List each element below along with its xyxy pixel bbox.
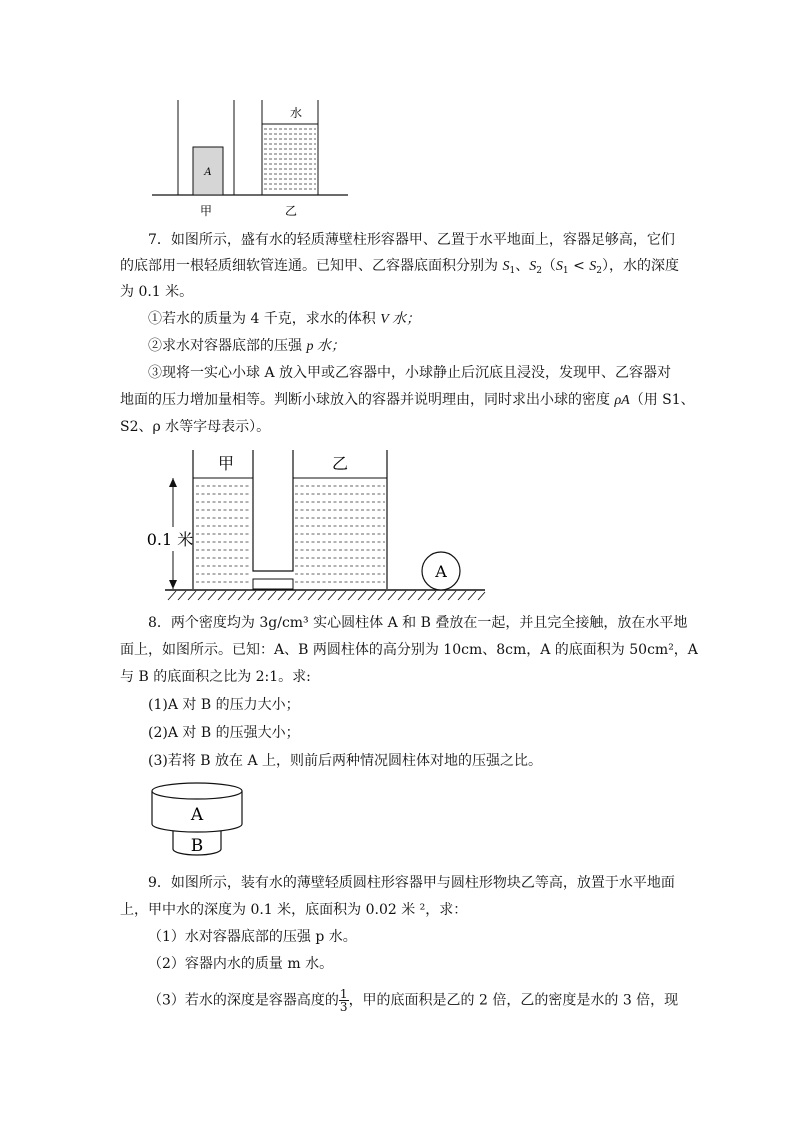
q9-line2: 上，甲中水的深度为 0.1 米，底面积为 0.02 米 ²，求： bbox=[120, 902, 468, 918]
q8-item2: (2)A 对 B 的压强大小； bbox=[148, 725, 300, 741]
q7-paren: （用 S1、 bbox=[629, 392, 695, 408]
q7-item2-var: p 水； bbox=[306, 339, 345, 354]
q9-item3-b: ，甲的底面积是乙的 2 倍，乙的密度是水的 3 倍，现 bbox=[348, 992, 679, 1009]
water-label: 水 bbox=[289, 106, 303, 120]
q7-line1: 7．如图所示，盛有水的轻质薄壁柱形容器甲、乙置于水平地面上，容器足够高，它们 bbox=[148, 232, 675, 248]
label-yi-2: 乙 bbox=[331, 454, 349, 473]
cylinder-a-label: A bbox=[190, 805, 204, 825]
q7-item1 bbox=[148, 308, 420, 328]
label-jia: 甲 bbox=[199, 204, 213, 218]
q7-item3-l3-text: 等字母表示）。 bbox=[179, 419, 271, 435]
label-jia-2: 甲 bbox=[217, 454, 235, 473]
q9-item3 bbox=[148, 988, 678, 1013]
block-a-label: A bbox=[204, 167, 212, 178]
q7-item2 bbox=[148, 335, 345, 355]
q7-line2-c: ），水的深度 bbox=[602, 258, 680, 274]
q9-item2: （2）容器内水的质量 m 水。 bbox=[148, 956, 334, 972]
q7-line2-a: 的底部用一根轻质细软管连通。已知甲、乙容器底面积分别为 bbox=[120, 258, 503, 274]
q9-item1: （1）水对容器底部的压强 p 水。 bbox=[148, 929, 357, 945]
figure-3-stacked-cylinders bbox=[145, 778, 255, 860]
figure-2-connected-containers bbox=[140, 445, 500, 605]
q8-line1: 8．两个密度均为 3g/cm³ 实心圆柱体 A 和 B 叠放在一起，并且完全接触，放在水平地 bbox=[148, 615, 688, 631]
q7-line2-b: （ bbox=[541, 258, 556, 274]
q7-item3-line2 bbox=[120, 389, 695, 409]
q8-item1: (1)A 对 B 的压力大小； bbox=[148, 697, 300, 713]
q7-line2: 的底部用一根轻质细软管连通。已知甲、乙容器底面积分别为 $S_1$、$S_2(S_1 < S_2)$，水的深度 bbox=[120, 258, 680, 276]
label-yi: 乙 bbox=[284, 204, 298, 218]
q7-item1-text: ①若水的质量为 4 千克，求水的体积 bbox=[148, 311, 381, 327]
q7-item1-var: V 水； bbox=[380, 312, 421, 327]
fraction-numerator: 1 bbox=[339, 987, 348, 1001]
q7-item3-l2-text: 地面的压力增加量相等。判断小球放入的容器并说明理由，同时求出小球的密度 bbox=[120, 392, 610, 408]
q7-rho-a: ρA bbox=[614, 393, 630, 408]
q9-item3-a: （3）若水的深度是容器高度的 bbox=[148, 992, 339, 1009]
q7-item3-line3 bbox=[120, 416, 270, 436]
q7-item2-text: ②求水对容器底部的压强 bbox=[148, 338, 307, 354]
fraction-denominator: 3 bbox=[339, 1000, 348, 1014]
q8-line2: 面上，如图所示。已知：A、B 两圆柱体的高分别为 10cm、8cm，A 的底面积为 50cm²，A bbox=[120, 642, 698, 658]
figure-1-containers bbox=[150, 95, 350, 220]
depth-label: 0.1 米 bbox=[146, 530, 194, 549]
q8-line3: 与 B 的底面积之比为 2:1。求: bbox=[120, 669, 311, 685]
cylinder-b-label: B bbox=[190, 836, 204, 856]
q7-line3: 为 0.1 米。 bbox=[120, 284, 194, 300]
ball-a-label: A bbox=[435, 562, 447, 581]
q7-s2-rho: S2、ρ 水 bbox=[120, 419, 180, 435]
q9-line1: 9．如图所示，装有水的薄壁轻质圆柱形容器甲与圆柱形物块乙等高，放置于水平地面 bbox=[148, 875, 675, 891]
q8-item3: (3)若将 B 放在 A 上，则前后两种情况圆柱体对地的压强之比。 bbox=[148, 753, 543, 769]
q7-item3-line1: ③现将一实心小球 A 放入甲或乙容器中，小球静止后沉底且浸没，发现甲、乙容器对 bbox=[148, 365, 672, 381]
fraction-one-third bbox=[339, 988, 349, 1013]
